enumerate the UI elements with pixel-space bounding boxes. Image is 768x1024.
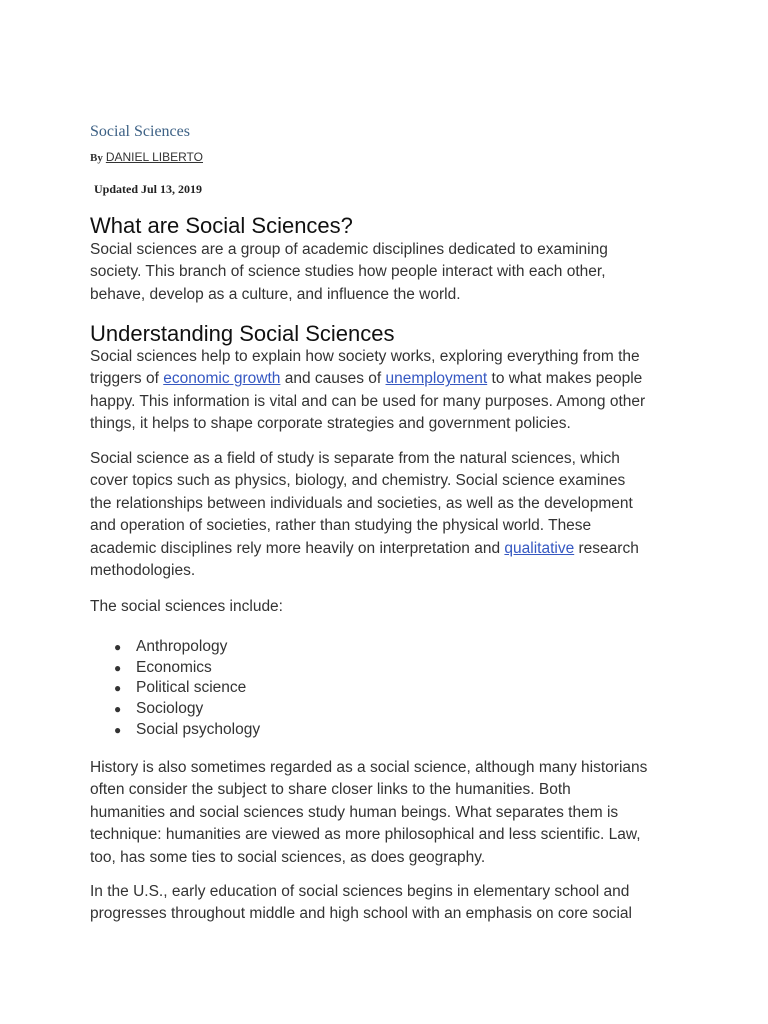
list-item-label: Sociology [136, 700, 204, 718]
text-span: research [574, 539, 639, 557]
paragraph-1 [90, 346, 690, 436]
list-item-label: Economics [136, 658, 212, 676]
paragraph-line: Social science as a field of study is separate from the natural sciences, which [90, 450, 620, 467]
site-title: Social Sciences [90, 123, 190, 140]
text-span: triggers of [90, 370, 164, 388]
paragraph-line: the relationships between individuals and societies, as well as the development [90, 494, 633, 512]
paragraph-line: happy. This information is vital and can be used for many purposes. Among other [90, 392, 646, 410]
list-intro: The social sciences include: [90, 598, 283, 615]
bullet-icon: ● [114, 660, 122, 675]
list-item [90, 658, 690, 679]
topics-list [90, 637, 690, 740]
list-item [90, 678, 690, 699]
bullet-icon: ● [114, 681, 122, 696]
paragraph-3 [90, 757, 690, 869]
economic-growth-link[interactable]: economic growth [163, 370, 281, 388]
intro-line: society. This branch of science studies how people interact with each other, [90, 263, 606, 281]
paragraph-line: and operation of societies, rather than studying the physical world. These [90, 517, 592, 535]
qualitative-link[interactable]: qualitative [504, 539, 575, 557]
list-item [90, 637, 690, 658]
paragraph-line: often consider the subject to share closer links to the humanities. Both [90, 781, 571, 799]
paragraph-line [90, 538, 690, 560]
text-span: academic disciplines rely more heavily on interpretation and [90, 539, 505, 557]
paragraph-line: History is also sometimes regarded as a social science, although many historians [90, 759, 648, 776]
paragraph-4 [90, 881, 690, 926]
list-item [90, 699, 690, 720]
paragraph-line: technique: humanities are viewed as more philosophical and less scientific. Law, [90, 826, 641, 844]
intro-line: Social sciences are a group of academic disciplines dedicated to examining [90, 241, 608, 258]
paragraph-line: humanities and social sciences study human beings. What separates them is [90, 803, 619, 821]
paragraph-line: things, it helps to shape corporate strategies and government policies. [90, 415, 571, 433]
paragraph-line: progresses throughout middle and high school with an emphasis on core social [90, 905, 632, 923]
list-item-label: Social psychology [136, 720, 261, 738]
bullet-icon: ● [114, 640, 122, 654]
intro-line: behave, develop as a culture, and influence the world. [90, 285, 461, 303]
paragraph-line [90, 368, 690, 390]
intro-paragraph [90, 239, 690, 306]
bullet-icon: ● [114, 702, 122, 717]
section-heading-understanding: Understanding Social Sciences [90, 321, 395, 346]
list-item-label: Political science [136, 679, 247, 697]
paragraph-line: Social sciences help to explain how society works, exploring everything from the [90, 348, 640, 365]
text-span: and causes of [280, 370, 386, 388]
paragraph-line: methodologies. [90, 562, 196, 580]
paragraph-line: cover topics such as physics, biology, and chemistry. Social science examines [90, 472, 626, 490]
byline [90, 150, 203, 164]
paragraph-line: In the U.S., early education of social sciences begins in elementary school and [90, 883, 630, 900]
updated-date: Updated Jul 13, 2019 [94, 182, 203, 196]
bullet-icon: ● [114, 722, 122, 737]
unemployment-link[interactable]: unemployment [385, 370, 488, 388]
article [90, 0, 690, 1024]
list-item [90, 720, 690, 741]
paragraph-line: too, has some ties to social sciences, as does geography. [90, 848, 486, 866]
topics-list-container [90, 637, 690, 740]
list-item-label: Anthropology [136, 638, 228, 655]
by-label: By [90, 152, 103, 164]
text-span: to what makes people [487, 370, 643, 388]
section-heading-what-are: What are Social Sciences? [90, 213, 353, 238]
author-link[interactable]: DANIEL LIBERTO [105, 150, 203, 164]
paragraph-2 [90, 448, 690, 582]
